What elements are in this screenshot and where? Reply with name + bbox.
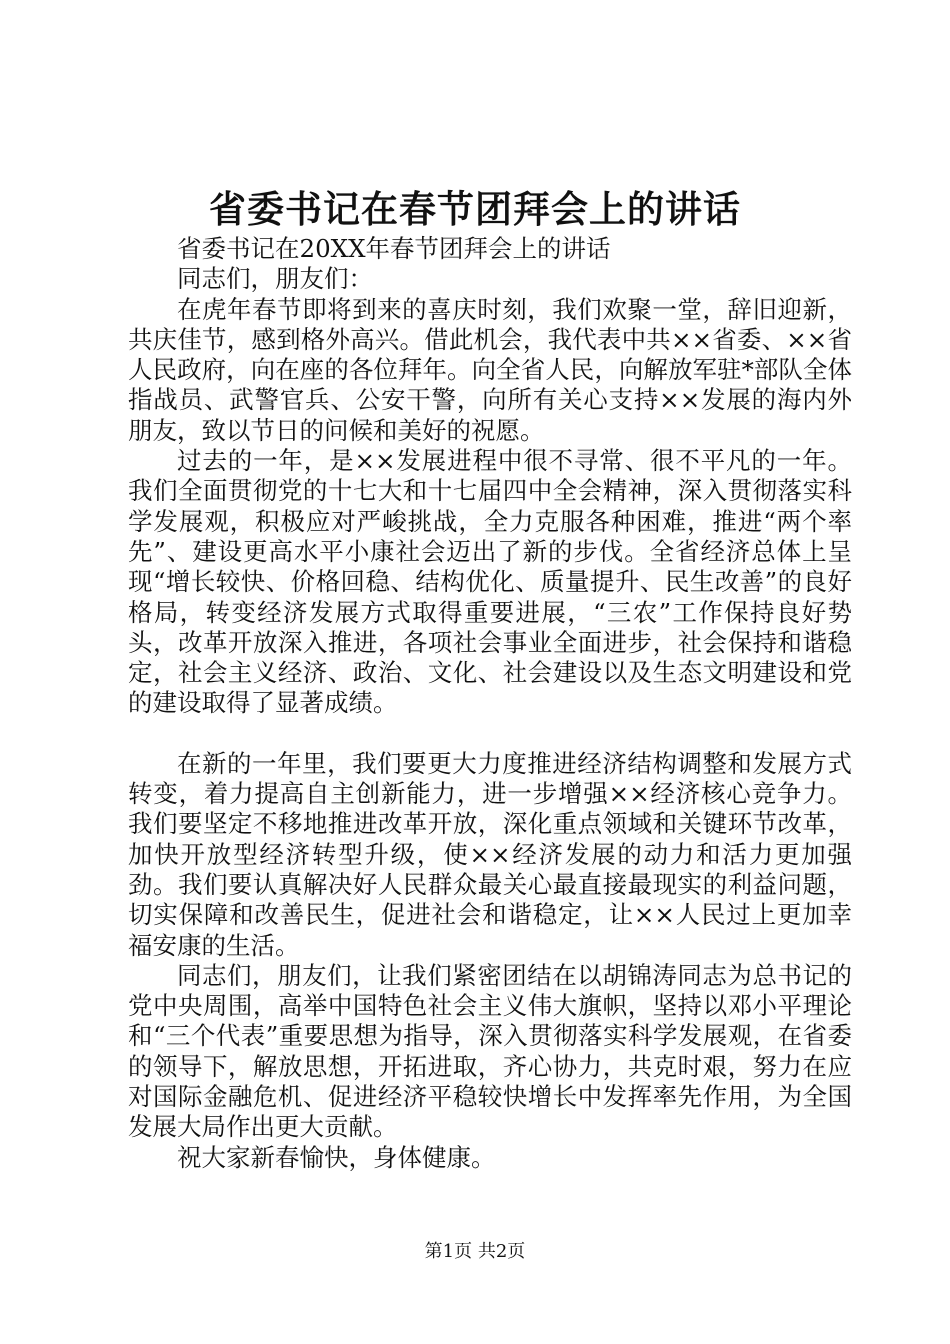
body-paragraph: 过去的一年，是××发展进程中很不寻常、很不平凡的一年。我们全面贯彻党的十七大和十七届四中全会精神，深入贯彻落实科学发展观，积极应对严峻挑战，全力克服各种困难，推进“两个率先”、建设更高水平小康社会迈出了新的步伐。全省经济总体上呈现“增长较快、价格回稳、结构优化、质量提升、民生改善”的良好格局，转变经济发展方式取得重要进展，“三农”工作保持良好势头，改革开放深入推进，各项社会事业全面进步，社会保持和谐稳定，社会主义经济、政治、文化、社会建设以及生态文明建设和党的建设取得了显著成绩。 — [128, 446, 852, 718]
document-body — [128, 234, 852, 1173]
document-title: 省委书记在春节团拜会上的讲话 — [209, 187, 741, 231]
closing-paragraph: 祝大家新春愉快，身体健康。 — [177, 1142, 496, 1172]
body-paragraph: 在虎年春节即将到来的喜庆时刻，我们欢聚一堂，辞旧迎新，共庆佳节，感到格外高兴。借此机会，我代表中共××省委、××省人民政府，向在座的各位拜年。向全省人民，向解放军驻*部队全体指战员、武警官兵、公安干警，向所有关心支持××发展的海内外朋友，致以节日的问候和美好的祝愿。 — [128, 294, 852, 445]
salutation-paragraph: 同志们，朋友们： — [177, 264, 373, 294]
body-paragraph: 同志们，朋友们，让我们紧密团结在以胡锦涛同志为总书记的党中央周围，高举中国特色社会主义伟大旗帜，坚持以邓小平理论和“三个代表”重要思想为指导，深入贯彻落实科学发展观，在省委的领导下，解放思想，开拓进取，齐心协力，共克时艰，努力在应对国际金融危机、促进经济平稳较快增长中发挥率先作用，为全国发展大局作出更大贡献。 — [128, 960, 852, 1142]
page-number-footer: 第1页 共2页 — [424, 1241, 526, 1262]
subtitle-paragraph: 省委书记在20XX年春节团拜会上的讲话 — [177, 234, 611, 263]
body-paragraph: 在新的一年里，我们要更大力度推进经济结构调整和发展方式转变，着力提高自主创新能力，进一步增强××经济核心竞争力。我们要坚定不移地推进改革开放，深化重点领域和关键环节改革，加快开放型经济转型升级，使××经济发展的动力和活力更加强劲。我们要认真解决好人民群众最关心最直接最现实的利益问题，切实保障和改善民生，促进社会和谐稳定，让××人民过上更加幸福安康的生活。 — [128, 748, 852, 960]
